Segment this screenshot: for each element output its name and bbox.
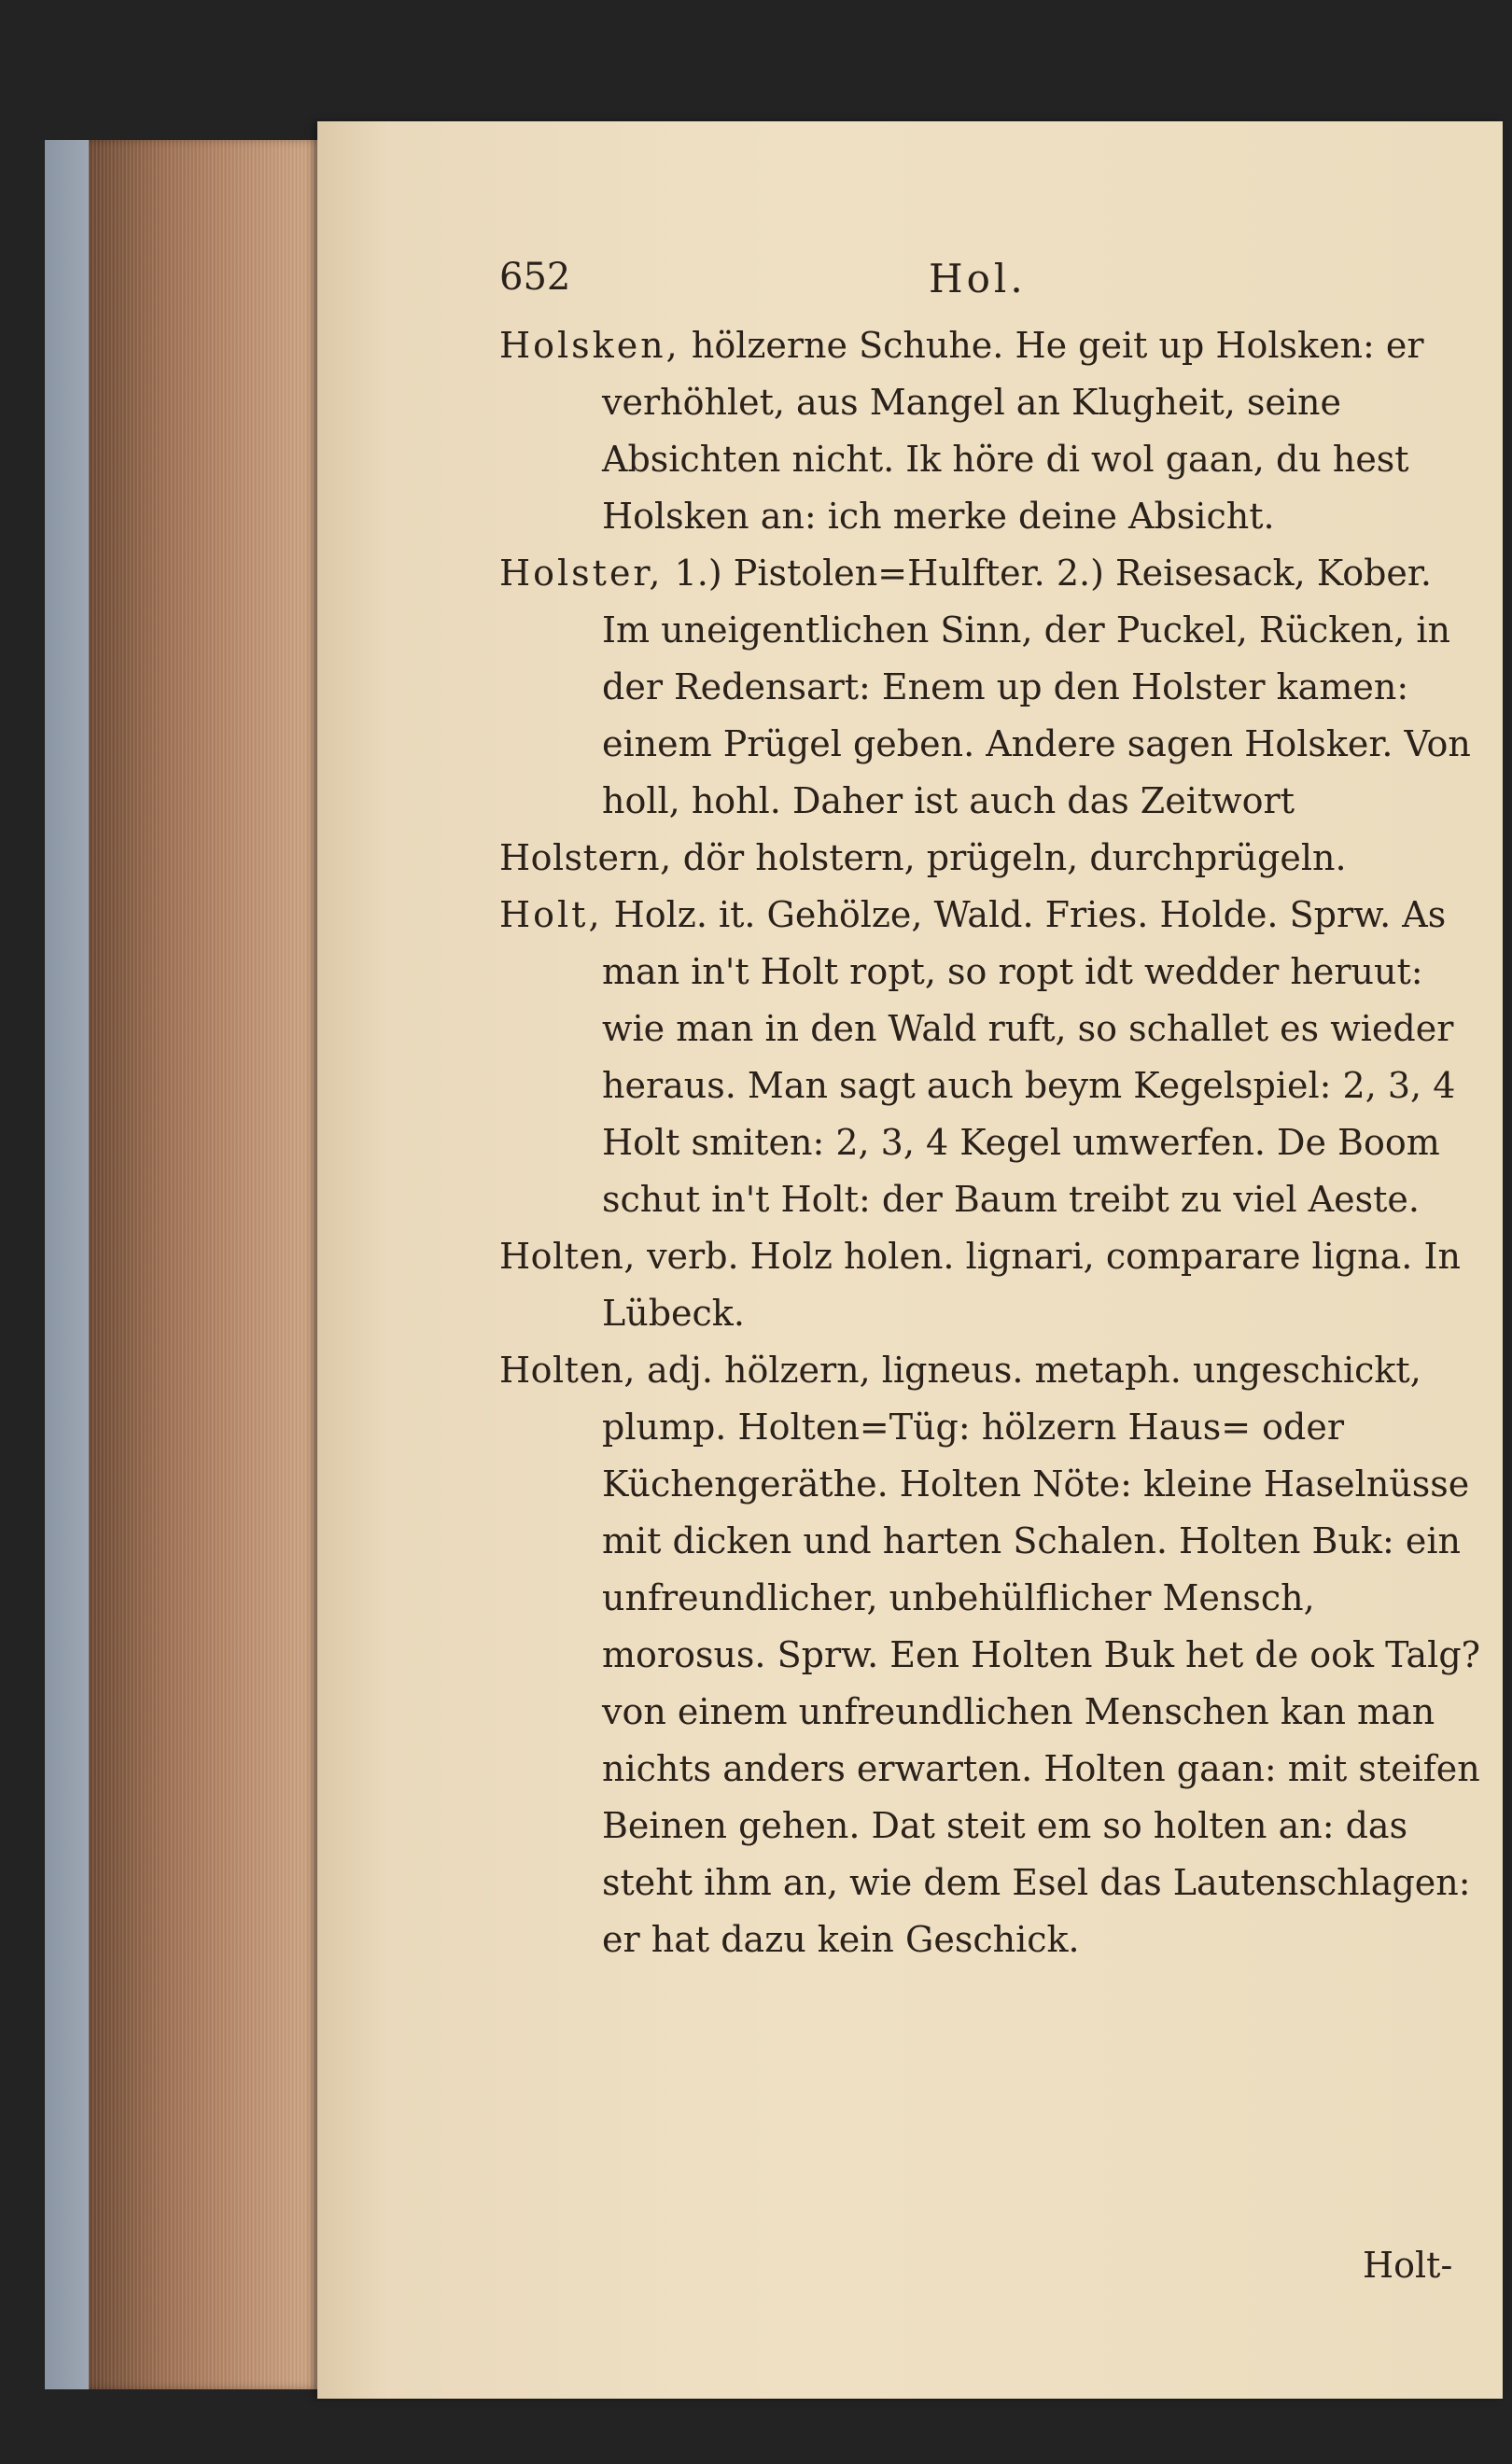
entry-headword: Holt, bbox=[499, 894, 603, 935]
entry-headword: Holstern, bbox=[499, 837, 672, 878]
page-number: 652 bbox=[499, 256, 571, 299]
entry-holt bbox=[499, 887, 1489, 1228]
entry-text: verb. Holz holen. lignari, comparare ligna. In Lübeck. bbox=[602, 1236, 1461, 1334]
text-block bbox=[499, 243, 1489, 1968]
entry-text: adj. hölzern, ligneus. metaph. ungeschickt, plump. Holten=Tüg: hölzern Haus= oder Küchengeräthe. Holten Nöte: kleine Haselnüsse mit dicken und harten Schalen. Holten Buk: ein unfreundlicher, unbehülflicher Mensch, morosus. Sprw. Een Holten Buk het de ook Talg? von einem unfreundlichen Menschen kan man nichts anders erwarten. Holten gaan: mit steifen Beinen gehen. Dat steit em so holten an: das steht ihm an, wie dem Esel das Lautenschlagen: er hat dazu kein Geschick. bbox=[602, 1350, 1481, 1960]
entry-holsken bbox=[499, 317, 1489, 545]
entry-text: dör holstern, prügeln, durchprügeln. bbox=[682, 837, 1347, 878]
entry-text: hölzerne Schuhe. He geit up Holsken: er verhöhlet, aus Mangel an Klugheit, seine Absichten nicht. Ik höre di wol gaan, du hest Holsken an: ich merke deine Absicht. bbox=[602, 325, 1424, 537]
book-fore-edge bbox=[89, 140, 322, 2389]
entry-headword: Holten, bbox=[499, 1236, 636, 1277]
entry-holten-adj bbox=[499, 1342, 1489, 1968]
running-head-word: Hol. bbox=[929, 256, 1027, 301]
entry-holstern bbox=[499, 830, 1489, 887]
entry-headword: Holsken, bbox=[499, 325, 680, 366]
entry-headword: Holten, bbox=[499, 1350, 636, 1391]
entry-holten-verb bbox=[499, 1228, 1489, 1342]
catchword: Holt- bbox=[1363, 2245, 1453, 2286]
entry-holster bbox=[499, 545, 1489, 830]
running-head bbox=[499, 243, 1489, 317]
entry-text: Holz. it. Gehölze, Wald. Fries. Holde. Sprw. As man in't Holt ropt, so ropt idt wedder heruut: wie man in den Wald ruft, so schallet es wieder heraus. Man sagt auch beym Kegelspiel: 2, 3, 4 Holt smiten: 2, 3, 4 Kegel umwerfen. De Boom schut in't Holt: der Baum treibt zu viel Aeste. bbox=[602, 894, 1456, 1220]
entry-text: 1.) Pistolen=Hulfter. 2.) Reisesack, Kober. Im uneigentlichen Sinn, der Puckel, Rücken, in der Redensart: Enem up den Holster kamen: einem Prügel geben. Andere sagen Holsker. Von holl, hohl. Daher ist auch das Zeitwort bbox=[602, 553, 1471, 821]
entry-headword: Holster, bbox=[499, 553, 664, 594]
